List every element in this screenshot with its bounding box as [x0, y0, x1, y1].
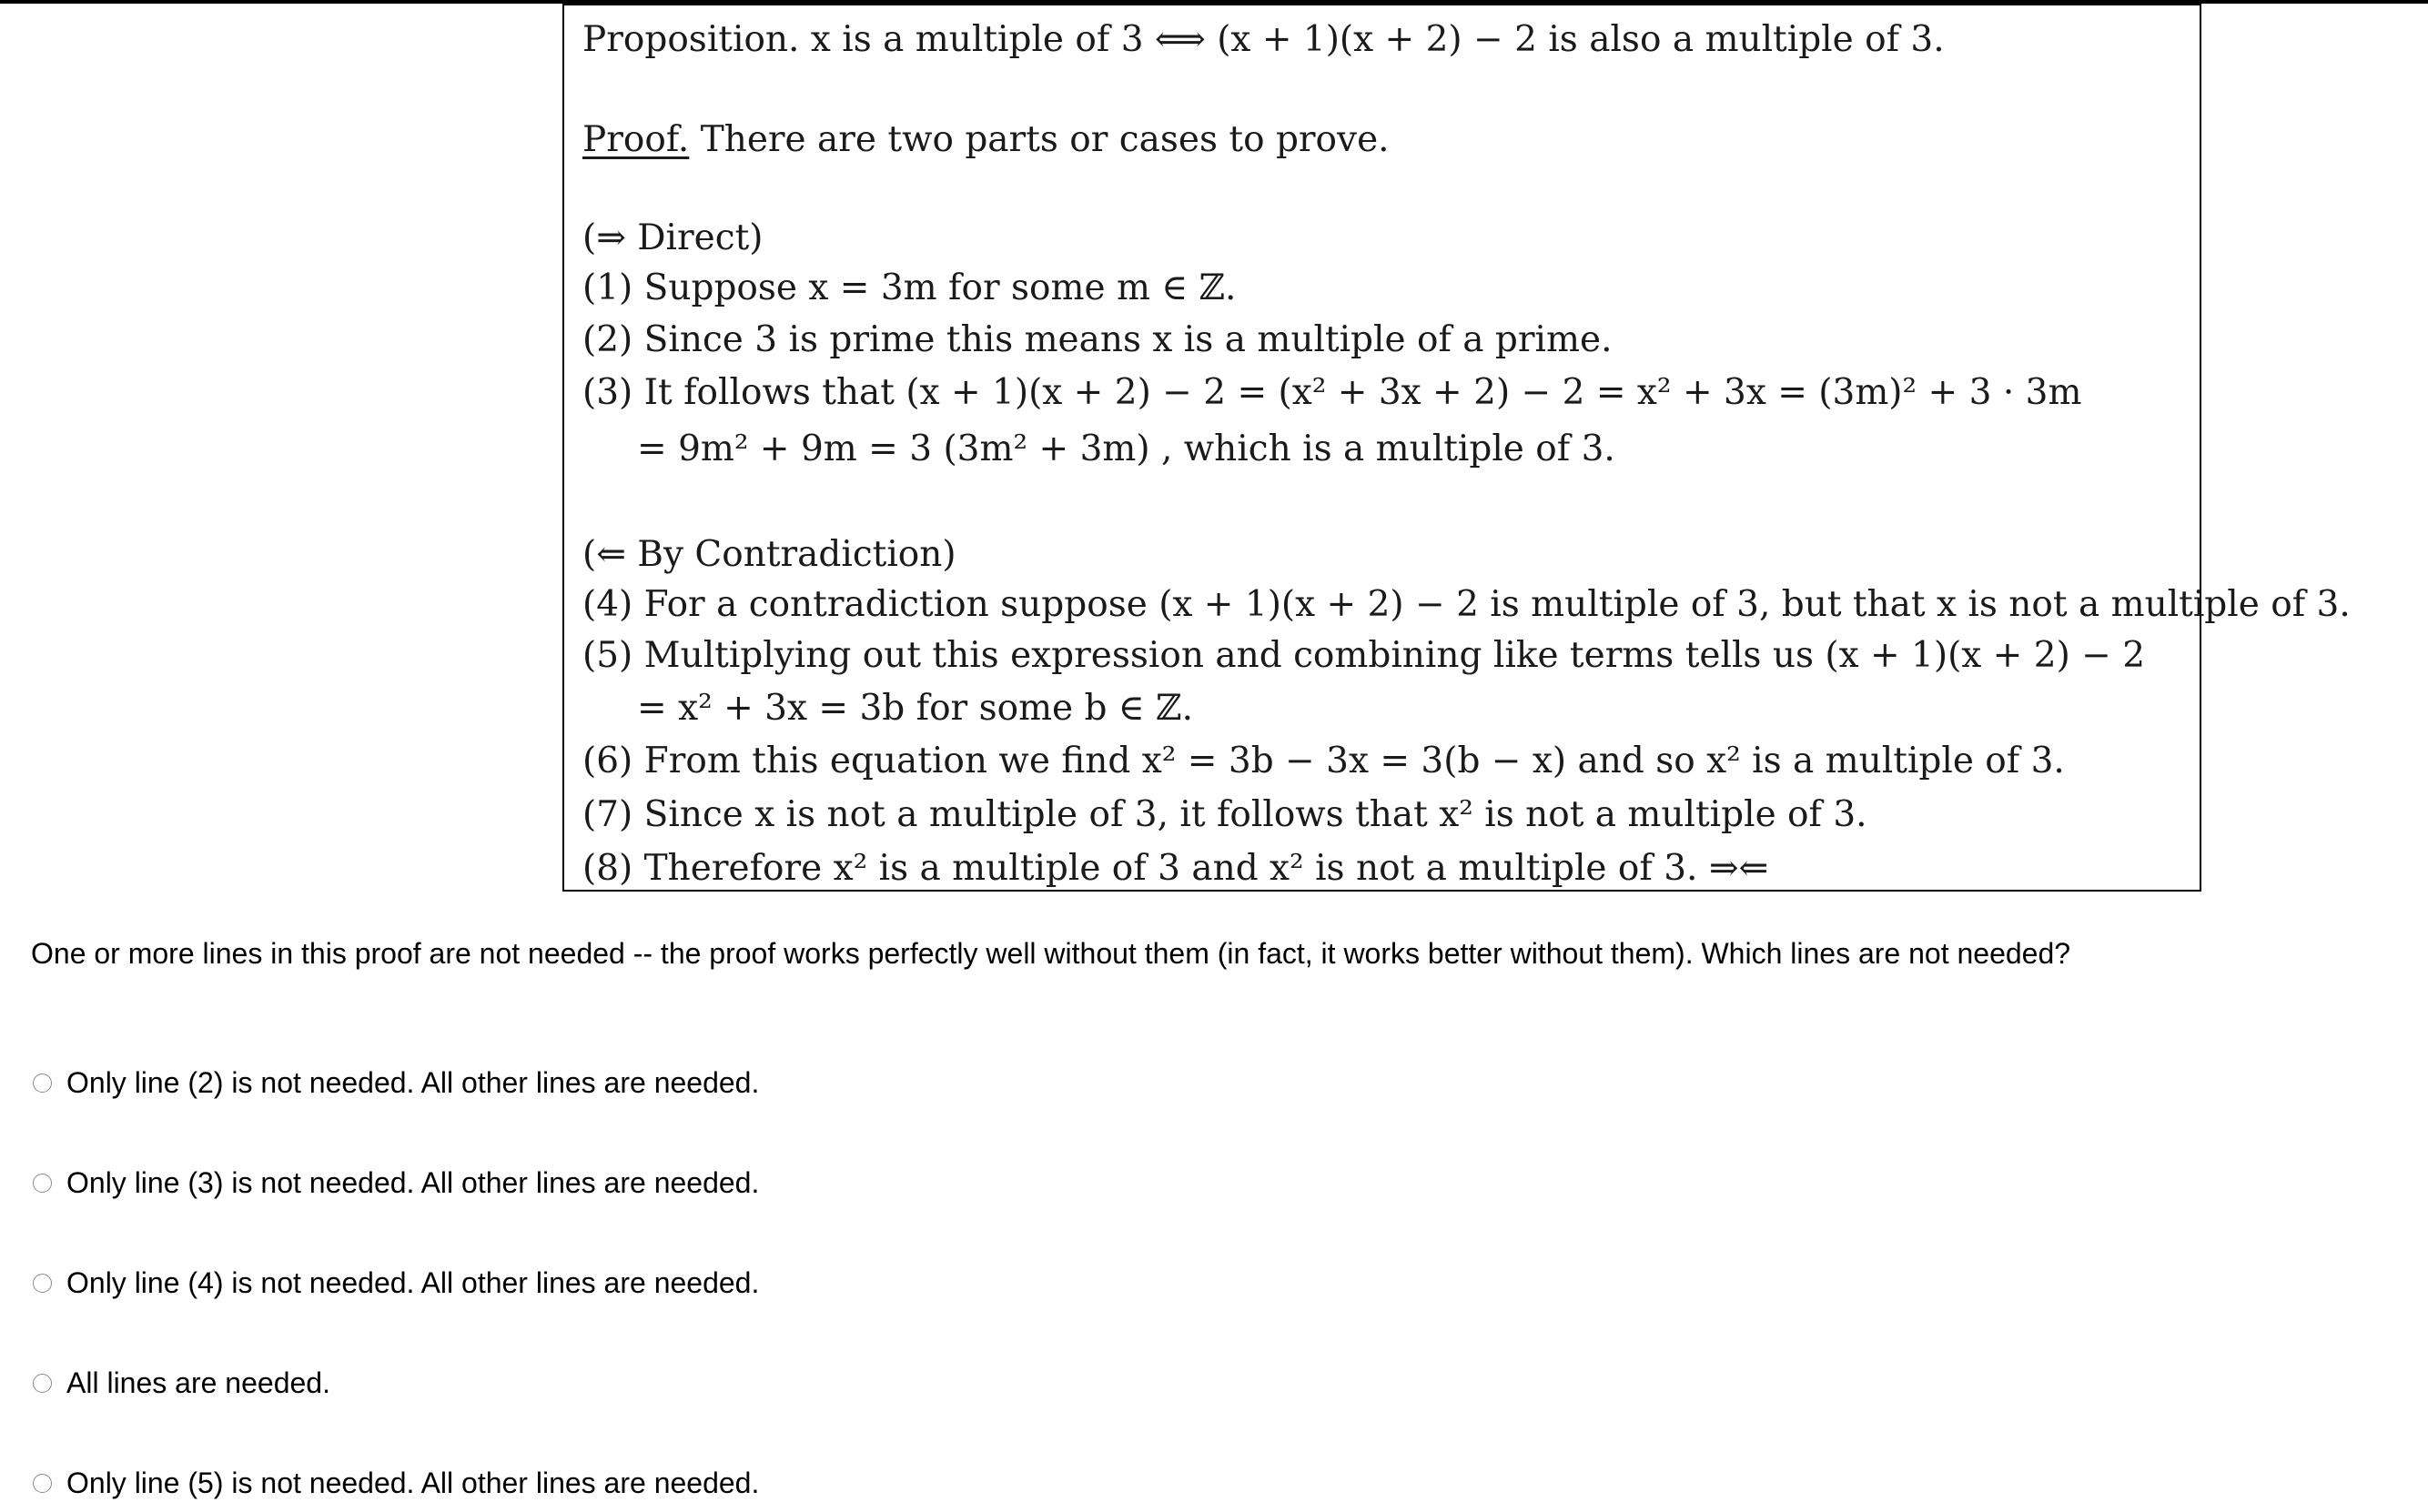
proof-intro: There are two parts or cases to prove. [700, 119, 1390, 160]
proof-image [562, 4, 2351, 892]
option-label: Only line (4) is not needed. All other lines are needed. [66, 1265, 760, 1299]
radio-button[interactable] [33, 1474, 52, 1493]
proof-line-7: (7) Since x is not a multiple of 3, it follows that x² is not a multiple of 3. [582, 794, 1867, 835]
radio-button[interactable] [33, 1174, 52, 1193]
proof-line-4: (4) For a contradiction suppose (x + 1)(x + 2) − 2 is multiple of 3, but that x is not a multiple of 3. [582, 584, 2351, 625]
option-label: Only line (3) is not needed. All other lines are needed. [66, 1165, 760, 1199]
proof-line-2: (2) Since 3 is prime this means x is a multiple of a prime. [582, 319, 1613, 360]
proof-line-8: (8) Therefore x² is a multiple of 3 and x² is not a multiple of 3. ⇒⇐ [582, 848, 1769, 889]
proof-label: Proof. [582, 119, 690, 160]
contradiction-heading: (⇐ By Contradiction) [582, 534, 956, 575]
proof-intro-line [582, 119, 1390, 160]
proof-line-3b: = 9m² + 9m = 3 (3m² + 3m) , which is a multiple of 3. [637, 428, 1615, 469]
proof-line-6: (6) From this equation we find x² = 3b − 3x = 3(b − x) and so x² is a multiple of 3. [582, 741, 2065, 781]
option-line-4[interactable] [33, 1263, 759, 1303]
proof-line-1: (1) Suppose x = 3m for some m ∈ ℤ. [582, 267, 1237, 308]
option-line-3[interactable] [33, 1163, 759, 1203]
proposition-text: Proposition. x is a multiple of 3 ⟺ (x + 1)(x + 2) − 2 is also a multiple of 3. [582, 19, 1945, 60]
option-all-needed[interactable] [33, 1363, 330, 1403]
radio-button[interactable] [33, 1274, 52, 1293]
question-text: One or more lines in this proof are not needed -- the proof works perfectly well without them (in fact, it works better without them). Which lines are not needed? [31, 937, 2071, 970]
proof-line-3a: (3) It follows that (x + 1)(x + 2) − 2 = (x² + 3x + 2) − 2 = x² + 3x = (3m)² + 3 · 3m [582, 372, 2082, 413]
radio-button[interactable] [33, 1074, 52, 1093]
option-label: Only line (5) is not needed. All other lines are needed. [66, 1466, 760, 1499]
option-line-5[interactable] [33, 1463, 759, 1503]
direct-heading: (⇒ Direct) [582, 217, 764, 258]
option-label: All lines are needed. [66, 1366, 330, 1399]
radio-button[interactable] [33, 1374, 52, 1393]
option-label: Only line (2) is not needed. All other lines are needed. [66, 1065, 760, 1099]
proof-line-5a: (5) Multiplying out this expression and combining like terms tells us (x + 1)(x + 2) − 2 [582, 635, 2146, 676]
option-line-2[interactable] [33, 1063, 759, 1103]
proof-line-5b: = x² + 3x = 3b for some b ∈ ℤ. [637, 688, 1194, 729]
